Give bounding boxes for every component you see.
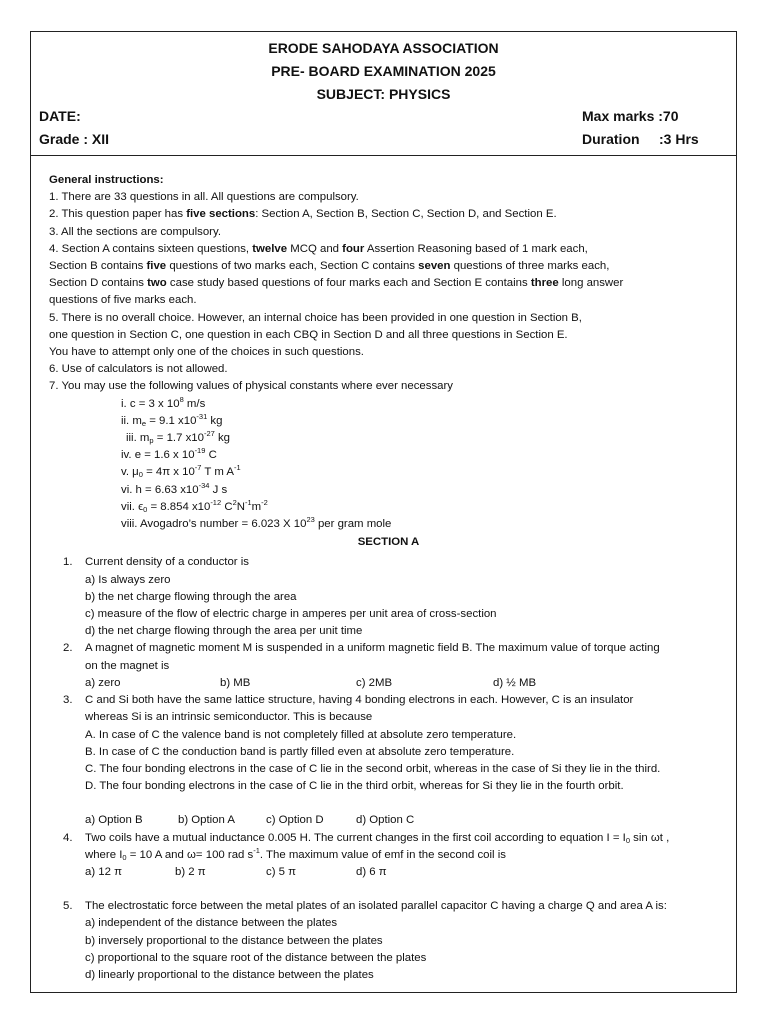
options-row [85, 675, 728, 692]
option-d: d) linearly proportional to the distance between the plates [85, 968, 374, 981]
instructions-title: General instructions: [49, 174, 164, 186]
instruction-6: 6. Use of calculators is not allowed. [49, 363, 228, 376]
question-2 [49, 640, 728, 692]
question-4 [49, 830, 728, 882]
question-text-cont: where $I_0 = 10$ A and ω= 100 rad $s^{-1}$. The maximum value of emf in the second coil is [85, 845, 506, 862]
duration-value: :3 Hrs [659, 131, 699, 147]
constant-proton-mass: iii. $m_p = 1.7$ $x10^{-27}$ kg [126, 429, 230, 446]
instruction-2: 2. This question paper has five sections: Section A, Section B, Section C, Section D, and Section E. [49, 208, 557, 221]
option-a: a) zero [85, 676, 121, 689]
option-a: a) Is always zero [85, 573, 171, 586]
instruction-4-section-b: Section B contains five questions of two marks each, Section C contains seven questions of three marks each, [49, 260, 610, 273]
subject-title: SUBJECT: PHYSICS [316, 86, 451, 102]
option-b: b) Option A [178, 814, 235, 827]
constant-permeability: v. $\mu_0 = 4\pi$ x $10^{-7}$ T m $A^{-1}$ [121, 463, 241, 480]
instruction-5-tail: You have to attempt only one of the choices in such questions. [49, 346, 364, 359]
question-3 [49, 692, 728, 829]
statement-c: C. The four bonding electrons in the case of C lie in the second orbit, whereas in the case of Si they lie in the third. [85, 762, 661, 775]
question-number: 5. [63, 900, 73, 913]
option-c: c) measure of the flow of electric charge in amperes per unit area of cross-section [85, 608, 497, 621]
constant-permittivity: vii. $\epsilon_0 = 8.854$ $x10^{-12}$ $C^2N^{-1}m^{-2}$ [121, 497, 268, 514]
instruction-4: 4. Section A contains sixteen questions, twelve MCQ and four Assertion Reasoning based of 1 mark each, [49, 242, 588, 255]
question-text: C and Si both have the same lattice structure, having 4 bonding electrons in each. However, C is an insulator [85, 694, 634, 707]
exam-title: PRE- BOARD EXAMINATION 2025 [271, 63, 496, 79]
question-number: 4. [63, 831, 73, 844]
page-frame [30, 31, 737, 993]
instruction-4-tail: questions of five marks each. [49, 294, 197, 307]
option-b: b) inversely proportional to the distance between the plates [85, 934, 383, 947]
duration-label: Duration [582, 131, 640, 147]
options-row [85, 864, 728, 881]
options-row [85, 812, 728, 829]
instruction-5-cont: one question in Section C, one question in each CBQ in Section D and all three questions in Section E. [49, 328, 568, 341]
instruction-7: 7. You may use the following values of physical constants where ever necessary [49, 380, 453, 393]
instruction-5: 5. There is no overall choice. However, an internal choice has been provided in one question in Section B, [49, 311, 582, 324]
option-b: b) 2 π [175, 865, 206, 878]
date-label: DATE: [39, 108, 81, 124]
question-text: Current density of a conductor is [85, 556, 249, 569]
option-a: a) independent of the distance between the plates [85, 917, 338, 930]
option-c: c) Option D [266, 814, 324, 827]
question-text-cont: on the magnet is [85, 659, 170, 672]
option-c: c) 5 π [266, 865, 297, 878]
duration [582, 131, 699, 147]
option-d: d) 6 π [356, 865, 387, 878]
constant-electron-mass: ii. $m_e = 9.1$ $x10^{-31}$ kg [121, 411, 223, 428]
constant-planck: vi. h = 6.63 $x10^{-34}$ J s [121, 480, 228, 496]
max-marks: Max marks :70 [582, 108, 679, 124]
option-b: b) MB [220, 676, 251, 689]
statement-a: A. In case of C the valence band is not completely filled at absolute zero temperature. [85, 728, 517, 741]
section-a-title: SECTION A [357, 536, 420, 549]
question-number: 1. [63, 556, 73, 569]
exam-header [31, 32, 736, 156]
instruction-4-section-d: Section D contains two case study based questions of four marks each and Section E contains three long answer [49, 277, 624, 290]
option-c: c) 2MB [356, 676, 393, 689]
question-1 [49, 554, 728, 640]
question-text: The electrostatic force between the metal plates of an isolated parallel capacitor C having a charge Q and area A is: [85, 900, 667, 913]
association-name: ERODE SAHODAYA ASSOCIATION [268, 40, 499, 56]
statement-b: B. In case of C the conduction band is partly filled even at absolute zero temperature. [85, 745, 515, 758]
option-d: d) ½ MB [493, 676, 537, 689]
option-b: b) the net charge flowing through the area [85, 590, 297, 603]
grade-label: Grade : XII [39, 131, 110, 147]
option-a: a) Option B [85, 814, 143, 827]
question-number: 3. [63, 694, 73, 707]
question-5 [49, 898, 728, 984]
statement-d: D. The four bonding electrons in the case of C lie in the third orbit, whereas for Si they lie in the fourth orbit. [85, 780, 624, 793]
constant-speed-of-light: i. c = 3 x $10^8$ m/s [121, 394, 206, 410]
option-a: a) 12 π [85, 865, 122, 878]
question-text: Two coils have a mutual inductance 0.005 H. The current changes in the first coil according to equation $I = I_0$ sin ωt , [85, 831, 670, 845]
question-paper-body [49, 172, 728, 984]
option-d: d) Option C [356, 814, 415, 827]
option-c: c) proportional to the square root of the distance between the plates [85, 951, 427, 964]
constant-avogadro: viii. Avogadro’s number = 6.023 X $10^{23}$ per gram mole [121, 515, 392, 531]
question-text: A magnet of magnetic moment M is suspended in a uniform magnetic field B. The maximum value of torque acting [85, 642, 660, 655]
option-d: d) the net charge flowing through the area per unit time [85, 625, 363, 638]
question-number: 2. [63, 642, 73, 655]
instruction-3: 3. All the sections are compulsory. [49, 225, 221, 238]
question-text-cont: whereas Si is an intrinsic semiconductor. This is because [85, 711, 373, 724]
instruction-1: 1. There are 33 questions in all. All questions are compulsory. [49, 191, 359, 204]
constant-elementary-charge: iv. e = 1.6 x $10^{-19}$ C [121, 446, 217, 462]
